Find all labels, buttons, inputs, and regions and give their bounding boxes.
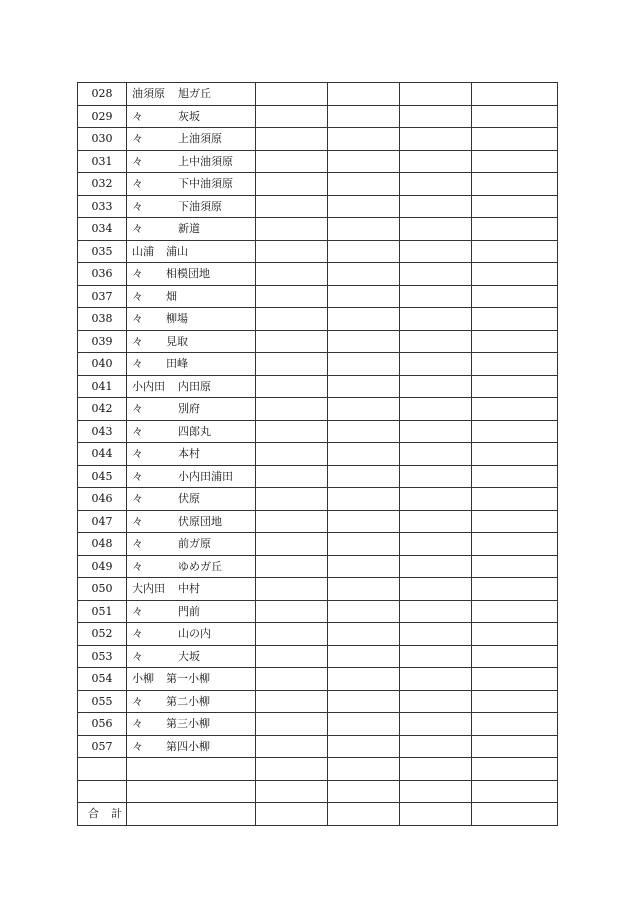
- table-row: [78, 645, 558, 668]
- place-name: 伏原団地: [178, 514, 222, 528]
- empty-cell: [256, 105, 328, 128]
- empty-cell: [328, 758, 400, 781]
- empty-cell: [328, 690, 400, 713]
- empty-cell: [400, 600, 472, 623]
- total-row: [78, 803, 558, 826]
- empty-cell: [400, 690, 472, 713]
- empty-cell: [472, 398, 558, 421]
- table-row: [78, 443, 558, 466]
- area-name: 大内田: [132, 582, 165, 596]
- empty-cell: [400, 780, 472, 803]
- place-name: 内田原: [178, 379, 211, 393]
- table-row: [78, 308, 558, 331]
- location-cell: [127, 83, 256, 106]
- empty-cell: [400, 758, 472, 781]
- location-cell: [127, 533, 256, 556]
- location-cell: [127, 555, 256, 578]
- table-row: [78, 668, 558, 691]
- empty-cell: [400, 173, 472, 196]
- empty-cell: [328, 240, 400, 263]
- empty-cell: [328, 195, 400, 218]
- area-name: 々: [132, 447, 143, 461]
- empty-cell: [328, 263, 400, 286]
- table-row: [78, 353, 558, 376]
- table-row: [78, 285, 558, 308]
- empty-cell: [472, 263, 558, 286]
- code-cell: 046: [78, 488, 127, 511]
- empty-cell: [328, 105, 400, 128]
- location-cell: [127, 623, 256, 646]
- empty-cell: [328, 713, 400, 736]
- empty-cell: [472, 105, 558, 128]
- place-name: 中村: [178, 582, 200, 596]
- area-name: 々: [132, 109, 143, 123]
- table-row: [78, 488, 558, 511]
- code-cell: 055: [78, 690, 127, 713]
- code-cell: 037: [78, 285, 127, 308]
- location-cell: [127, 128, 256, 151]
- empty-cell: [472, 465, 558, 488]
- location-cell: [127, 578, 256, 601]
- empty-cell: [472, 330, 558, 353]
- code-cell: 041: [78, 375, 127, 398]
- empty-cell: [127, 803, 256, 826]
- empty-cell: [256, 263, 328, 286]
- empty-cell: [400, 645, 472, 668]
- empty-cell: [472, 713, 558, 736]
- empty-cell: [472, 690, 558, 713]
- area-name: 々: [132, 717, 143, 731]
- empty-cell: [256, 330, 328, 353]
- empty-cell: [400, 128, 472, 151]
- place-name: 第三小柳: [166, 717, 210, 731]
- empty-cell: [328, 353, 400, 376]
- place-name: 柳場: [166, 312, 188, 326]
- place-name: 相模団地: [166, 267, 210, 281]
- code-cell: 057: [78, 735, 127, 758]
- area-name: 々: [132, 559, 143, 573]
- table-row: [78, 218, 558, 241]
- empty-cell: [472, 533, 558, 556]
- place-name: 大坂: [178, 649, 200, 663]
- empty-cell: [400, 578, 472, 601]
- area-name: 々: [132, 334, 143, 348]
- empty-cell: [256, 645, 328, 668]
- place-name: 見取: [166, 334, 188, 348]
- table-row: [78, 195, 558, 218]
- place-name: 灰坂: [178, 109, 200, 123]
- area-name: 油須原: [132, 87, 165, 101]
- area-name: 々: [132, 289, 143, 303]
- empty-cell: [328, 330, 400, 353]
- empty-cell: [400, 330, 472, 353]
- place-name: 下中油須原: [178, 177, 233, 191]
- place-name: 別府: [178, 402, 200, 416]
- empty-cell: [472, 240, 558, 263]
- location-cell: [127, 330, 256, 353]
- table-row: [78, 398, 558, 421]
- place-name: 新道: [178, 222, 200, 236]
- code-cell: 042: [78, 398, 127, 421]
- table-row: [78, 555, 558, 578]
- empty-cell: [328, 443, 400, 466]
- code-cell: 035: [78, 240, 127, 263]
- empty-cell: [256, 240, 328, 263]
- empty-cell: [328, 308, 400, 331]
- empty-cell: [400, 443, 472, 466]
- empty-cell: [256, 285, 328, 308]
- empty-cell: [400, 555, 472, 578]
- location-cell: [127, 173, 256, 196]
- empty-cell: [400, 285, 472, 308]
- empty-cell: [256, 353, 328, 376]
- location-cell: [127, 150, 256, 173]
- location-cell: [127, 735, 256, 758]
- empty-cell: [328, 488, 400, 511]
- location-cell: [127, 105, 256, 128]
- empty-cell: [328, 285, 400, 308]
- code-cell: 045: [78, 465, 127, 488]
- code-cell: 050: [78, 578, 127, 601]
- code-cell: 051: [78, 600, 127, 623]
- empty-cell: [400, 83, 472, 106]
- table-row: [78, 420, 558, 443]
- empty-cell: [472, 488, 558, 511]
- area-name: 小内田: [132, 379, 165, 393]
- location-cell: [127, 690, 256, 713]
- area-name: 々: [132, 514, 143, 528]
- table-row: [78, 173, 558, 196]
- area-name: 小柳: [132, 672, 154, 686]
- empty-cell: [400, 375, 472, 398]
- empty-cell: [256, 735, 328, 758]
- empty-cell: [328, 623, 400, 646]
- empty-cell: [472, 578, 558, 601]
- place-name: 田峰: [166, 357, 188, 371]
- empty-cell: [472, 420, 558, 443]
- empty-cell: [127, 780, 256, 803]
- empty-cell: [256, 218, 328, 241]
- total-label: 合計: [78, 803, 127, 826]
- empty-cell: [78, 780, 127, 803]
- location-cell: [127, 465, 256, 488]
- place-name: 小内田浦田: [178, 469, 233, 483]
- place-name: 上中油須原: [178, 154, 233, 168]
- empty-cell: [400, 510, 472, 533]
- location-cell: [127, 308, 256, 331]
- table-row: [78, 330, 558, 353]
- area-name: 々: [132, 177, 143, 191]
- empty-cell: [328, 420, 400, 443]
- place-name: 門前: [178, 604, 200, 618]
- area-name: 々: [132, 739, 143, 753]
- area-name: 々: [132, 469, 143, 483]
- empty-cell: [400, 623, 472, 646]
- area-name: 々: [132, 537, 143, 551]
- empty-cell: [472, 780, 558, 803]
- empty-cell: [472, 668, 558, 691]
- area-name: 々: [132, 649, 143, 663]
- area-name: 山浦: [132, 244, 154, 258]
- empty-cell: [400, 150, 472, 173]
- empty-cell: [472, 735, 558, 758]
- empty-cell: [472, 285, 558, 308]
- empty-cell: [328, 645, 400, 668]
- empty-cell: [256, 780, 328, 803]
- empty-cell: [256, 308, 328, 331]
- location-cell: [127, 353, 256, 376]
- empty-cell: [400, 803, 472, 826]
- empty-cell: [328, 398, 400, 421]
- code-cell: 048: [78, 533, 127, 556]
- empty-cell: [256, 758, 328, 781]
- empty-cell: [472, 600, 558, 623]
- empty-cell: [256, 600, 328, 623]
- code-cell: 040: [78, 353, 127, 376]
- location-cell: [127, 240, 256, 263]
- empty-cell: [472, 555, 558, 578]
- area-name: 々: [132, 492, 143, 506]
- empty-cell: [400, 308, 472, 331]
- empty-cell: [400, 398, 472, 421]
- place-name: 第二小柳: [166, 694, 210, 708]
- empty-cell: [256, 83, 328, 106]
- empty-cell: [472, 83, 558, 106]
- place-name: 畑: [166, 289, 177, 303]
- table-row: [78, 375, 558, 398]
- code-cell: 033: [78, 195, 127, 218]
- empty-cell: [328, 735, 400, 758]
- empty-cell: [400, 465, 472, 488]
- empty-cell: [400, 488, 472, 511]
- empty-cell: [256, 803, 328, 826]
- empty-cell: [472, 353, 558, 376]
- empty-cell: [472, 128, 558, 151]
- location-cell: [127, 420, 256, 443]
- table-row: [78, 128, 558, 151]
- location-cell: [127, 195, 256, 218]
- table-row: [78, 150, 558, 173]
- place-name: 本村: [178, 447, 200, 461]
- empty-cell: [400, 668, 472, 691]
- code-cell: 044: [78, 443, 127, 466]
- table-row: [78, 105, 558, 128]
- area-name: 々: [132, 627, 143, 641]
- code-cell: 036: [78, 263, 127, 286]
- code-cell: 029: [78, 105, 127, 128]
- location-cell: [127, 218, 256, 241]
- area-name: 々: [132, 424, 143, 438]
- empty-cell: [472, 758, 558, 781]
- empty-cell: [400, 105, 472, 128]
- empty-cell: [400, 353, 472, 376]
- place-name: 浦山: [166, 244, 188, 258]
- place-name: 四郎丸: [178, 424, 211, 438]
- table-row: [78, 510, 558, 533]
- empty-cell: [472, 308, 558, 331]
- place-name: 前ガ原: [178, 537, 211, 551]
- table-row: [78, 713, 558, 736]
- empty-cell: [400, 735, 472, 758]
- empty-cell: [328, 803, 400, 826]
- empty-cell: [472, 218, 558, 241]
- location-cell: [127, 285, 256, 308]
- empty-cell: [256, 375, 328, 398]
- empty-cell: [78, 758, 127, 781]
- empty-cell: [400, 240, 472, 263]
- empty-cell: [328, 218, 400, 241]
- empty-cell: [400, 195, 472, 218]
- code-cell: 030: [78, 128, 127, 151]
- table-row: [78, 83, 558, 106]
- area-name: 々: [132, 199, 143, 213]
- empty-cell: [472, 803, 558, 826]
- table-row: [78, 735, 558, 758]
- code-cell: 032: [78, 173, 127, 196]
- code-cell: 047: [78, 510, 127, 533]
- blank-row: [78, 780, 558, 803]
- document-table: [77, 82, 558, 826]
- empty-cell: [256, 420, 328, 443]
- code-cell: 053: [78, 645, 127, 668]
- place-name: 上油須原: [178, 132, 222, 146]
- code-cell: 031: [78, 150, 127, 173]
- location-cell: [127, 263, 256, 286]
- location-cell: [127, 398, 256, 421]
- empty-cell: [472, 623, 558, 646]
- place-name: 第四小柳: [166, 739, 210, 753]
- table-row: [78, 465, 558, 488]
- empty-cell: [472, 150, 558, 173]
- empty-cell: [256, 195, 328, 218]
- table-row: [78, 240, 558, 263]
- empty-cell: [256, 533, 328, 556]
- place-name: 伏原: [178, 492, 200, 506]
- place-name: 第一小柳: [166, 672, 210, 686]
- empty-cell: [472, 195, 558, 218]
- empty-cell: [328, 533, 400, 556]
- empty-cell: [256, 578, 328, 601]
- empty-cell: [328, 150, 400, 173]
- table-row: [78, 623, 558, 646]
- empty-cell: [256, 443, 328, 466]
- empty-cell: [256, 398, 328, 421]
- blank-row: [78, 758, 558, 781]
- table-row: [78, 578, 558, 601]
- area-name: 々: [132, 222, 143, 236]
- empty-cell: [256, 488, 328, 511]
- empty-cell: [256, 128, 328, 151]
- location-cell: [127, 713, 256, 736]
- empty-cell: [256, 510, 328, 533]
- empty-cell: [328, 510, 400, 533]
- area-name: 々: [132, 402, 143, 416]
- empty-cell: [127, 758, 256, 781]
- empty-cell: [400, 218, 472, 241]
- empty-cell: [256, 668, 328, 691]
- empty-cell: [256, 623, 328, 646]
- empty-cell: [256, 465, 328, 488]
- area-name: 々: [132, 267, 143, 281]
- empty-cell: [328, 780, 400, 803]
- code-cell: 052: [78, 623, 127, 646]
- empty-cell: [256, 690, 328, 713]
- code-cell: 049: [78, 555, 127, 578]
- empty-cell: [328, 128, 400, 151]
- location-cell: [127, 645, 256, 668]
- code-cell: 039: [78, 330, 127, 353]
- empty-cell: [328, 600, 400, 623]
- empty-cell: [328, 465, 400, 488]
- location-cell: [127, 510, 256, 533]
- table-row: [78, 533, 558, 556]
- empty-cell: [472, 375, 558, 398]
- empty-cell: [256, 173, 328, 196]
- empty-cell: [256, 555, 328, 578]
- empty-cell: [328, 83, 400, 106]
- empty-cell: [472, 443, 558, 466]
- empty-cell: [256, 150, 328, 173]
- table-row: [78, 600, 558, 623]
- code-cell: 056: [78, 713, 127, 736]
- location-cell: [127, 443, 256, 466]
- area-name: 々: [132, 312, 143, 326]
- area-name: 々: [132, 154, 143, 168]
- area-name: 々: [132, 604, 143, 618]
- place-name: 山の内: [178, 627, 211, 641]
- table-body: [78, 83, 558, 826]
- place-name: 下油須原: [178, 199, 222, 213]
- location-cell: [127, 600, 256, 623]
- place-name: ゆめガ丘: [178, 559, 222, 573]
- empty-cell: [400, 263, 472, 286]
- location-cell: [127, 668, 256, 691]
- empty-cell: [328, 578, 400, 601]
- location-cell: [127, 488, 256, 511]
- area-name: 々: [132, 132, 143, 146]
- empty-cell: [400, 420, 472, 443]
- area-name: 々: [132, 694, 143, 708]
- table-row: [78, 690, 558, 713]
- empty-cell: [328, 375, 400, 398]
- code-cell: 043: [78, 420, 127, 443]
- table-row: [78, 263, 558, 286]
- code-cell: 054: [78, 668, 127, 691]
- code-cell: 028: [78, 83, 127, 106]
- empty-cell: [328, 668, 400, 691]
- empty-cell: [472, 173, 558, 196]
- place-name: 旭ガ丘: [178, 87, 211, 101]
- empty-cell: [328, 555, 400, 578]
- area-name: 々: [132, 357, 143, 371]
- empty-cell: [400, 533, 472, 556]
- code-cell: 038: [78, 308, 127, 331]
- code-cell: 034: [78, 218, 127, 241]
- empty-cell: [472, 645, 558, 668]
- empty-cell: [400, 713, 472, 736]
- empty-cell: [256, 713, 328, 736]
- location-cell: [127, 375, 256, 398]
- empty-cell: [328, 173, 400, 196]
- empty-cell: [472, 510, 558, 533]
